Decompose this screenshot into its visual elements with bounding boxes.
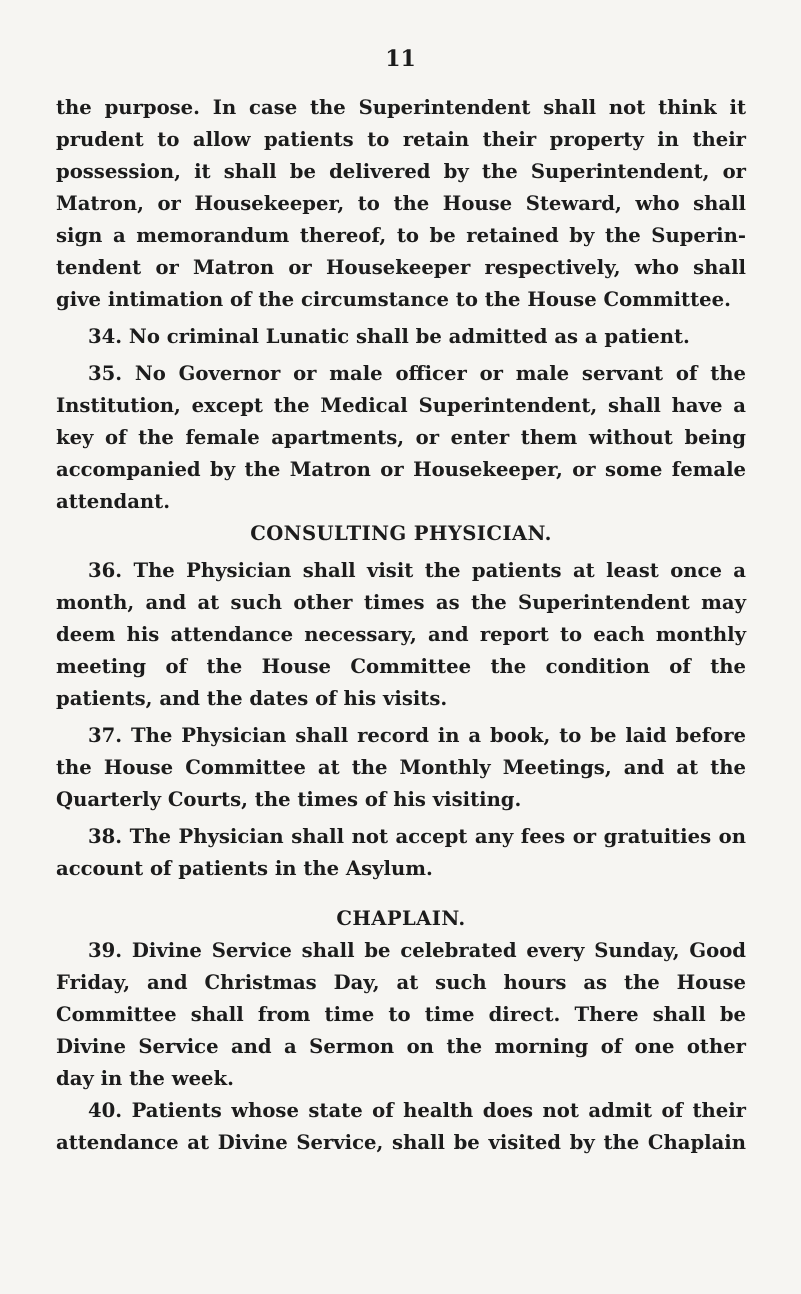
body-text xyxy=(56,92,746,1159)
rule-40: 40. Patients whose state of health does not admit of their xyxy=(88,1099,746,1122)
rule-38: 38. The Physician shall not accept any fees or gratuities on xyxy=(88,825,746,848)
page-number: 11 xyxy=(385,46,416,72)
rule-34: 34. No criminal Lunatic shall be admitted as a patient. xyxy=(88,325,690,348)
text-line: day in the week. xyxy=(56,1067,234,1090)
section-heading-chaplain: CHAPLAIN. xyxy=(336,907,466,930)
rule-37: 37. The Physician shall record in a book, to be laid before xyxy=(88,724,746,747)
text-line: attendant. xyxy=(56,490,171,513)
text-line: sign a memorandum thereof, to be retained by the Superin- xyxy=(56,224,746,247)
text-line: Divine Service and a Sermon on the morning of one other xyxy=(56,1035,746,1058)
text-line: possession, it shall be delivered by the Superintendent, or xyxy=(56,160,746,183)
text-line: Committee shall from time to time direct. There shall be xyxy=(56,1003,746,1026)
rule-39: 39. Divine Service shall be celebrated every Sunday, Good xyxy=(88,939,746,962)
text-line: Quarterly Courts, the times of his visiting. xyxy=(56,788,522,811)
rule-36: 36. The Physician shall visit the patients at least once a xyxy=(88,559,746,582)
text-line: Friday, and Christmas Day, at such hours as the House xyxy=(56,971,746,994)
text-line: the purpose. In case the Superintendent shall not think it xyxy=(56,96,746,119)
text-line: attendance at Divine Service, shall be visited by the Chaplain xyxy=(56,1131,746,1154)
text-line: accompanied by the Matron or Housekeeper, or some female xyxy=(56,458,746,481)
text-line: give intimation of the circumstance to the House Committee. xyxy=(56,288,731,311)
text-line: deem his attendance necessary, and report to each monthly xyxy=(56,623,746,646)
text-line: account of patients in the Asylum. xyxy=(56,857,433,880)
section-heading-consulting-physician: CONSULTING PHYSICIAN. xyxy=(250,522,552,545)
rule-35: 35. No Governor or male officer or male servant of the xyxy=(88,362,746,385)
text-line: the House Committee at the Monthly Meetings, and at the xyxy=(56,756,746,779)
text-line: meeting of the House Committee the condition of the xyxy=(56,655,746,678)
text-line: tendent or Matron or Housekeeper respectively, who shall xyxy=(56,256,746,279)
text-line: Matron, or Housekeeper, to the House Steward, who shall xyxy=(56,192,746,215)
text-line: Institution, except the Medical Superintendent, shall have a xyxy=(56,394,746,417)
text-line: prudent to allow patients to retain their property in their xyxy=(56,128,746,151)
text-line: month, and at such other times as the Superintendent may xyxy=(56,591,746,614)
text-line: key of the female apartments, or enter them without being xyxy=(56,426,746,449)
text-line: patients, and the dates of his visits. xyxy=(56,687,448,710)
